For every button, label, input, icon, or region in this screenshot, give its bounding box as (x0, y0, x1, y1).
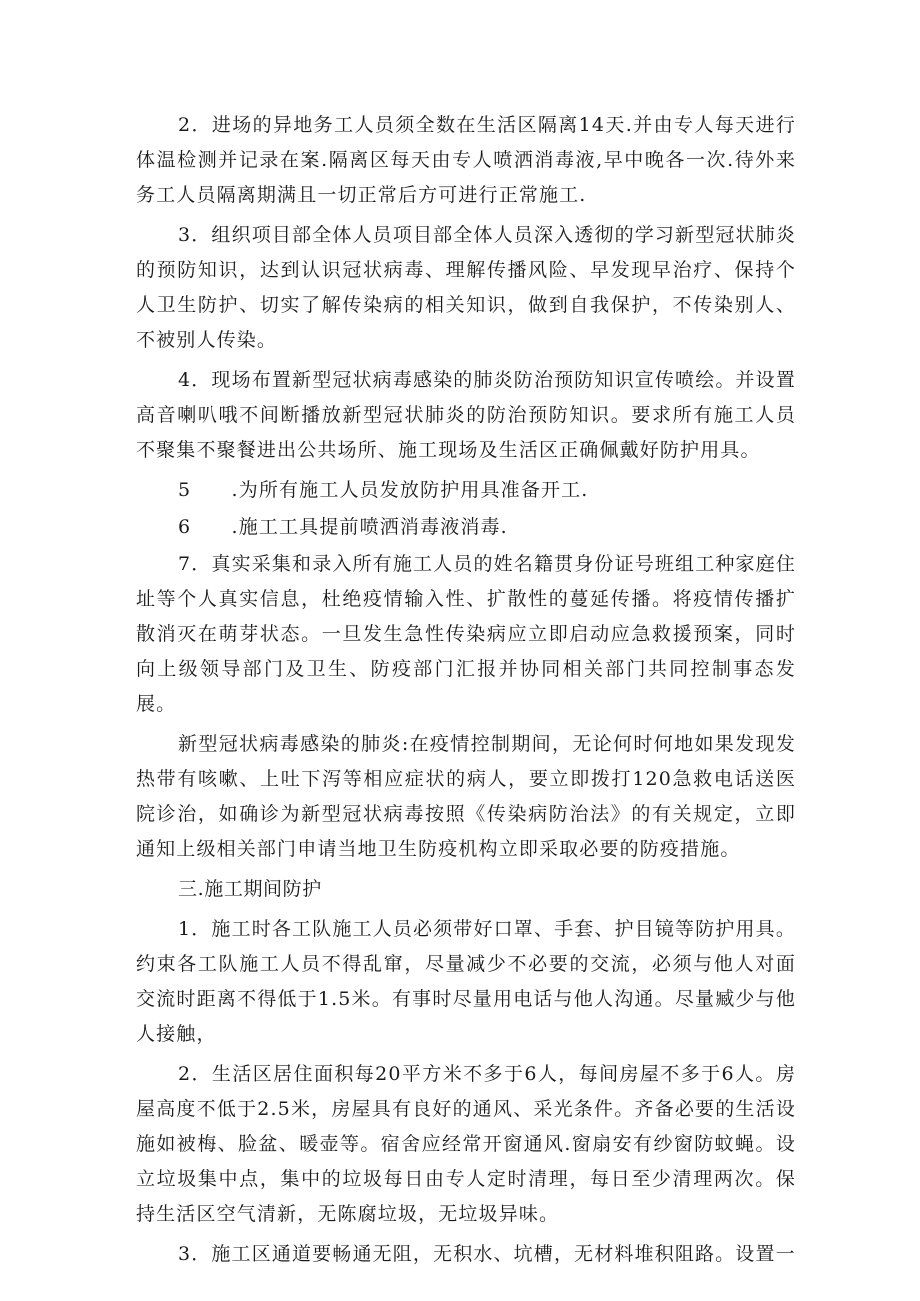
document-body (136, 108, 796, 1277)
paragraph-emergency-response: 新型冠状病毒感染的肺炎:在疫情控制期间，无论何时何地如果发现发热带有咳嗽、上吐下泻等相应症状的病人，要立即拨打120急救电话送医院诊治，如确诊为新型冠状病毒按照《传染病防治法》的有关规定，立即通知上级相关部门申请当地卫生防疫机构立即采取必要的防疫措施。 (136, 733, 796, 860)
section-heading: 三.施工期间防护 (178, 878, 322, 900)
paragraph-item-3-passage: 3．施工区通道要畅通无阻，无积水、坑槽，无材料堆积阻路。设置一 (178, 1243, 796, 1265)
paragraph-item-2-quarantine: 2．进场的异地务工人员须全数在生活区隔离14天.并由专人每天进行体温检测并记录在案.隔离区每天由专人喷洒消毒液,早中晚各一次.待外来务工人员隔离期满且一切正常后方可进行正常施工. (136, 114, 796, 206)
paragraph-item-7-registration: 7．真实采集和录入所有施工人员的姓名籍贯身份证号班组工种家庭住址等个人真实信息，杜绝疫情输入性、扩散性的蔓延传播。将疫情传播扩散消灭在萌芽状态。一旦发生急性传染病应立即启动应急救援预案，同时向上级领导部门及卫生、防疫部门汇报并协同相关部门共同控制事态发展。 (136, 553, 796, 715)
paragraph-item-2-living-area: 2．生活区居住面积每20平方米不多于6人，每间房屋不多于6人。房屋高度不低于2.5米，房屋具有良好的通风、采光条件。齐备必要的生活设施如被梅、脸盆、暖壶等。宿舍应经常开窗通风.窗扇安有纱窗防蚊蝇。设立垃圾集中点，集中的垃圾每日由专人定时清理，每日至少清理两次。保持生活区空气清新，无陈腐垃圾，无垃圾异味。 (136, 1063, 796, 1225)
paragraph-item-6-disinfection: 6 .施工工具提前喷洒消毒液消毒. (178, 516, 508, 538)
paragraph-item-1-protection: 1．施工时各工队施工人员必须带好口罩、手套、护目镜等防护用具。约束各工队施工人员不得乱窜，尽量减少不必要的交流，必须与他人对面交流时距离不得低于1.5米。有事时尽量用电话与他人沟通。尽量臧少与他人接触， (136, 918, 796, 1045)
paragraph-item-4-publicity: 4．现场布置新型冠状病毒感染的肺炎防治预防知识宣传喷绘。并设置高音喇叭哦不间断播放新型冠状肺炎的防治预防知识。要求所有施工人员不聚集不聚餐进出公共场所、施工现场及生活区正确佩戴好防护用具。 (136, 369, 796, 461)
paragraph-item-3-training: 3．组织项目部全体人员项目部全体人员深入透彻的学习新型冠状肺炎的预防知识，达到认识冠状病毒、理解传播风险、早发现早治疗、保持个人卫生防护、切实了解传染病的相关知识，做到自我保护，不传染别人、不被别人传染。 (136, 224, 796, 351)
paragraph-item-5-equipment: 5 .为所有施工人员发放防护用具准备开工. (178, 479, 589, 501)
